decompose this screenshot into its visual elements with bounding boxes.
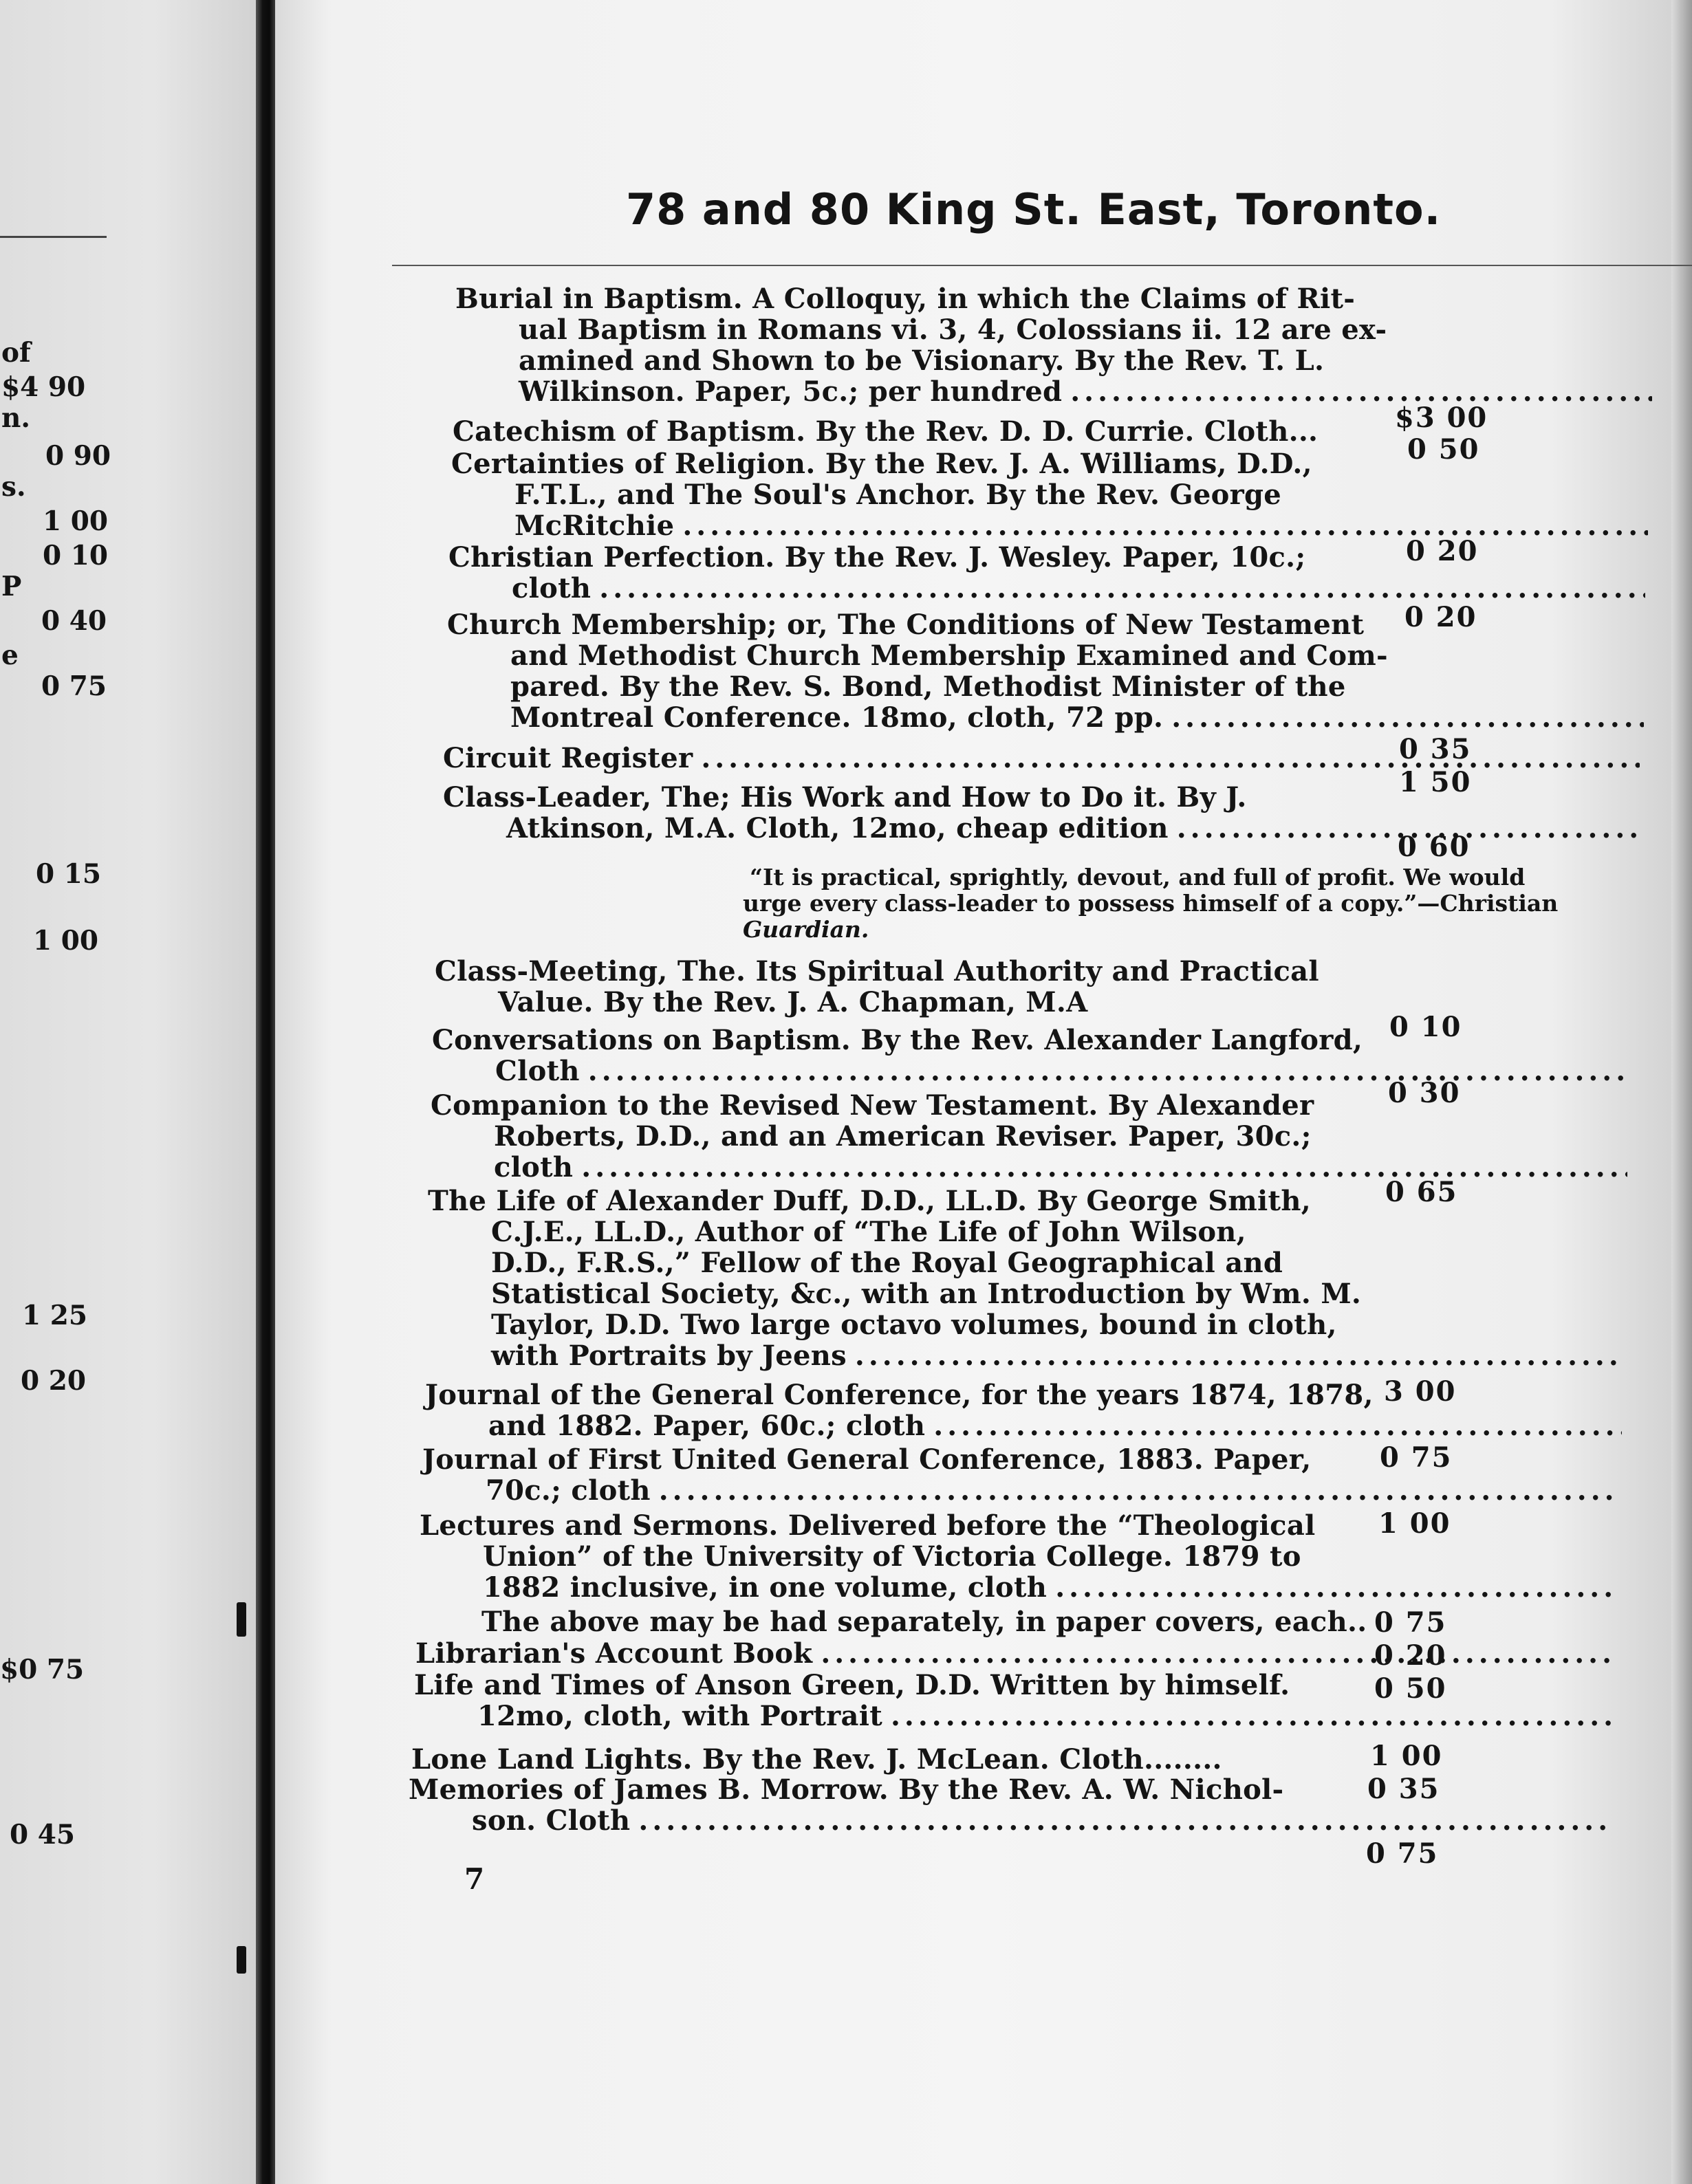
entry-line: son. Cloth (472, 1804, 631, 1837)
page-header: 78 and 80 King St. East, Toronto. (626, 184, 1442, 234)
left-price: 1 00 (33, 925, 98, 957)
entry-line: cloth (512, 572, 592, 604)
leader-dots (599, 573, 1645, 604)
entry-price: 0 50 (1374, 1672, 1447, 1705)
leader-dots (659, 1475, 1619, 1506)
catalogue-entry (435, 956, 1631, 1018)
catalogue-entry (422, 1444, 1619, 1506)
leader-dots (581, 1152, 1627, 1183)
left-price: 0 75 (41, 670, 107, 702)
entry-line: 70c.; cloth (486, 1474, 651, 1507)
entry-price: 0 75 (1366, 1837, 1439, 1870)
entry-line: pared. By the Rev. S. Bond, Methodist Minister of the (510, 670, 1346, 703)
left-price: 0 45 (10, 1819, 75, 1850)
entry-line: Cloth (495, 1055, 580, 1087)
quote-line: urge every class-leader to possess himself of a copy.”—Christian (743, 890, 1559, 917)
entry-price: $3 00 (1395, 402, 1488, 434)
entry-line: Roberts, D.D., and an American Reviser. Paper, 30c.; (494, 1120, 1312, 1153)
left-price: $4 90 (1, 371, 86, 403)
entry-line: cloth (494, 1151, 574, 1183)
entry-line: Conversations on Baptism. By the Rev. Alexander Langford, (432, 1024, 1363, 1056)
left-fragment-text: s. (1, 471, 26, 503)
leader-dots (1070, 376, 1652, 407)
entry-line: Wilkinson. Paper, 5c.; per hundred (519, 375, 1063, 408)
quote-source: Guardian. (743, 916, 869, 943)
left-price: 1 00 (43, 505, 108, 537)
catalogue-entry (428, 1186, 1625, 1371)
entry-line: Journal of First United General Conference, 1883. Paper, (422, 1443, 1312, 1476)
entry-line: ual Baptism in Romans vi. 3, 4, Colossians ii. 12 are ex- (519, 314, 1387, 346)
entry-price: 0 60 (1398, 831, 1471, 863)
entry-line: with Portraits by Jeens (491, 1340, 847, 1372)
entry-line: Taylor, D.D. Two large octavo volumes, bound in cloth, (491, 1309, 1337, 1341)
leader-dots (933, 1410, 1622, 1441)
entry-price: 1 00 (1378, 1507, 1451, 1540)
left-price: 0 90 (45, 440, 111, 472)
entry-line: Memories of James B. Morrow. By the Rev. A. W. Nichol- (409, 1773, 1284, 1806)
leader-dots (588, 1056, 1629, 1086)
entry-line: F.T.L., and The Soul's Anchor. By the Rev. George (514, 479, 1282, 511)
entry-line: Lone Land Lights. By the Rev. J. McLean. Cloth........ (411, 1743, 1222, 1776)
entry-price: 3 00 (1384, 1375, 1457, 1408)
entry-price: 0 20 (1404, 601, 1477, 633)
entry-line: Certainties of Religion. By the Rev. J. A. Williams, D.D., (451, 448, 1312, 480)
entry-line: Life and Times of Anson Green, D.D. Written by himself. (414, 1669, 1290, 1701)
previous-page-fragment (0, 0, 256, 2184)
entry-line: Burial in Baptism. A Colloquy, in which the Claims of Rit- (455, 283, 1356, 315)
entry-price: 0 20 (1374, 1639, 1447, 1672)
leader-dots (821, 1638, 1612, 1669)
catalogue-entry (431, 1090, 1627, 1183)
binding-mark (237, 1946, 246, 1974)
entry-price: 0 75 (1380, 1441, 1453, 1474)
entry-price: 1 00 (1370, 1740, 1443, 1772)
entry-line: The Life of Alexander Duff, D.D., LL.D. By George Smith, (428, 1185, 1311, 1217)
entry-line: Lectures and Sermons. Delivered before the “Theological (420, 1509, 1316, 1542)
catalogue-entry (409, 1774, 1605, 1836)
entry-line: Union” of the University of Victoria College. 1879 to (483, 1540, 1301, 1573)
leader-dots (855, 1340, 1625, 1371)
leader-dots (701, 743, 1640, 774)
entry-price: 0 30 (1388, 1077, 1461, 1109)
entry-price: 0 35 (1399, 733, 1472, 765)
left-price: 1 25 (22, 1300, 87, 1331)
catalogue-entry (481, 1606, 1616, 1637)
entry-line: Librarian's Account Book (415, 1637, 813, 1670)
left-price: 0 15 (36, 858, 101, 890)
entry-line: Montreal Conference. 18mo, cloth, 72 pp. (510, 701, 1164, 734)
left-fragment-text: e (1, 640, 19, 671)
leader-dots (1171, 702, 1644, 733)
entry-line: Class-Meeting, The. Its Spiritual Authority and Practical (435, 955, 1319, 987)
entry-line: 12mo, cloth, with Portrait (477, 1700, 882, 1732)
left-price: $0 75 (0, 1654, 85, 1685)
entry-line: Class-Leader, The; His Work and How to Do it. By J. (443, 781, 1247, 813)
leader-dots (682, 510, 1648, 541)
entry-line: McRitchie (514, 510, 675, 542)
entry-price: 0 10 (1389, 1011, 1462, 1043)
entry-line: and 1882. Paper, 60c.; cloth (488, 1410, 926, 1442)
entry-line: amined and Shown to be Visionary. By the Rev. T. L. (519, 345, 1325, 377)
quote-line: “It is practical, sprightly, devout, and full of profit. We would (750, 864, 1526, 891)
entry-line: Church Membership; or, The Conditions of New Testament (447, 609, 1365, 641)
left-price: 0 40 (41, 605, 107, 637)
entry-line: The above may be had separately, in paper covers, each.. (481, 1606, 1367, 1638)
catalogue-entry (451, 448, 1648, 541)
catalogue-entry (455, 283, 1652, 407)
page-number: 7 (464, 1862, 485, 1896)
catalogue-entry (415, 1638, 1612, 1669)
left-price: 0 10 (43, 540, 108, 571)
entry-line: Circuit Register (443, 742, 693, 774)
entry-line: and Methodist Church Membership Examined and Com- (510, 640, 1388, 672)
book-gutter (256, 0, 275, 2184)
catalogue-entry (414, 1670, 1611, 1732)
entry-line: Value. By the Rev. J. A. Chapman, M.A (498, 986, 1088, 1018)
entry-line: D.D., F.R.S.,” Fellow of the Royal Geographical and (491, 1247, 1283, 1279)
entry-line: 1882 inclusive, in one volume, cloth (483, 1571, 1048, 1604)
entry-price: 0 50 (1407, 433, 1480, 466)
entry-price: 0 65 (1385, 1176, 1458, 1208)
header-rule (392, 265, 1692, 266)
binding-mark (237, 1602, 246, 1637)
entry-price: 0 35 (1367, 1773, 1440, 1805)
entry-line: Catechism of Baptism. By the Rev. D. D. Currie. Cloth... (453, 415, 1319, 448)
entry-line: C.J.E., LL.D., Author of “The Life of John Wilson, (491, 1216, 1246, 1248)
page-edge (1671, 0, 1692, 2184)
entry-price: 1 50 (1399, 766, 1472, 798)
entry-price: 0 75 (1374, 1606, 1447, 1639)
catalogue-entry (447, 609, 1644, 733)
catalogue-page (275, 0, 1692, 2184)
leader-dots (638, 1805, 1605, 1836)
left-fragment-text: of (1, 337, 31, 369)
left-fragment-text: P (1, 571, 22, 602)
catalogue-entry (420, 1510, 1616, 1603)
entry-line: Journal of the General Conference, for the years 1874, 1878, (425, 1379, 1374, 1411)
entry-price: 0 20 (1406, 535, 1479, 567)
entry-line: Statistical Society, &c., with an Introduction by Wm. M. (491, 1278, 1362, 1310)
leader-dots (891, 1701, 1611, 1732)
review-quotation (743, 864, 1637, 943)
left-page-rule (0, 236, 107, 238)
entry-line: Christian Perfection. By the Rev. J. Wesley. Paper, 10c.; (448, 541, 1306, 574)
left-fragment-text: n. (1, 402, 30, 434)
entry-line: Atkinson, M.A. Cloth, 12mo, cheap edition (506, 812, 1169, 844)
left-price: 0 20 (21, 1365, 86, 1397)
leader-dots (1055, 1572, 1616, 1603)
entry-line: Companion to the Revised New Testament. By Alexander (431, 1089, 1314, 1122)
catalogue-entry (411, 1744, 1608, 1775)
catalogue-entry (425, 1379, 1622, 1441)
